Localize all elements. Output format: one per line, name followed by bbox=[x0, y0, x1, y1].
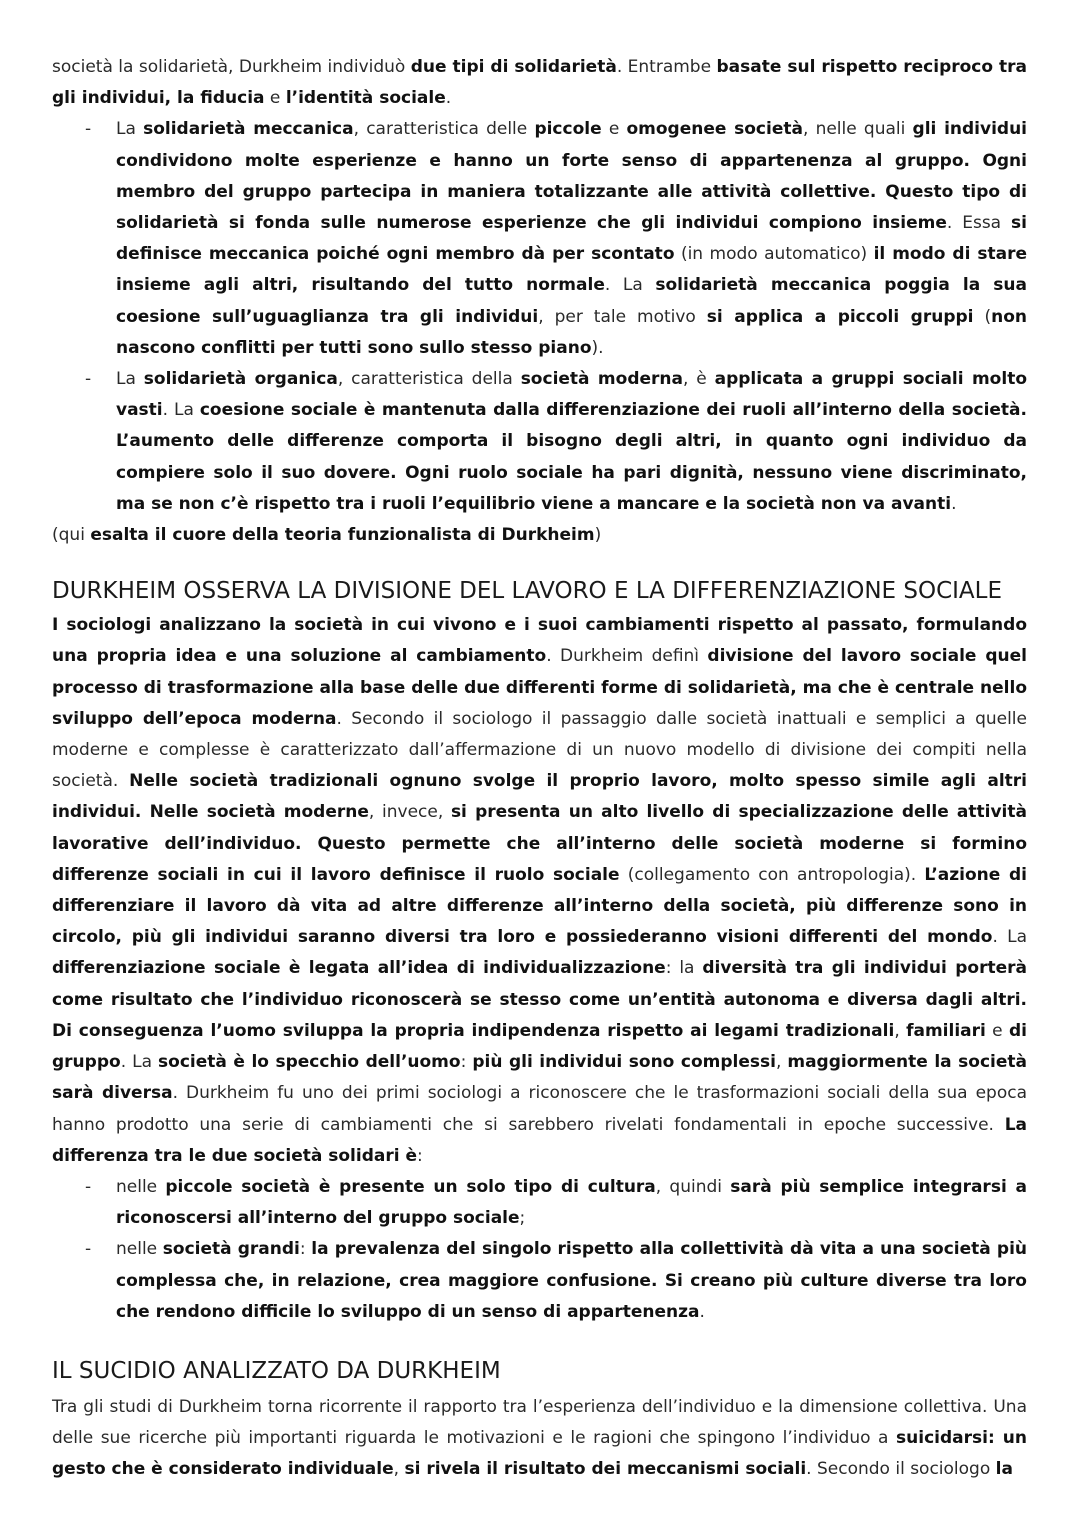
bold-run: si applica a piccoli gruppi bbox=[706, 306, 974, 327]
bold-run: la prevalenza del singolo rispetto alla collettività dà vita a una società più complessa che, in relazione, crea maggiore confusione. Si creano più culture diverse tra loro che rendono difficile lo sviluppo di un senso di appartenenza bbox=[116, 1239, 1027, 1322]
list-item bbox=[116, 364, 1027, 520]
text-run: ) bbox=[594, 525, 602, 546]
text-run: . Durkheim fu uno dei primi sociologi a riconoscere che le trasformazioni sociali della sua epoca hanno prodotto una serie di cambiamenti che si sarebbero rivelati fondamentali in epoche successive. bbox=[52, 1083, 1027, 1135]
text-run: (in modo automatico) bbox=[674, 244, 874, 265]
text-run: (collegamento con antropologia). bbox=[619, 864, 925, 885]
section-heading: DURKHEIM OSSERVA LA DIVISIONE DEL LAVORO E LA DIFFERENZIAZIONE SOCIALE bbox=[52, 578, 1002, 605]
section-heading: IL SUCIDIO ANALIZZATO DA DURKHEIM bbox=[52, 1357, 501, 1384]
text-run: , bbox=[775, 1052, 788, 1073]
text-run: , quindi bbox=[655, 1176, 731, 1197]
bold-run: omogenee società bbox=[626, 119, 803, 140]
bold-run: si rivela il risultato dei meccanismi sociali bbox=[404, 1459, 807, 1480]
text-run: , bbox=[393, 1459, 405, 1480]
difference-list bbox=[52, 1172, 1027, 1328]
text-run: e bbox=[985, 1020, 1009, 1041]
section-paragraph bbox=[52, 610, 1027, 1172]
bold-run: si definisce meccanica poiché ogni membro dà per scontato bbox=[116, 213, 1027, 265]
text-run: . Durkheim definì bbox=[546, 646, 708, 667]
section-paragraph bbox=[52, 1392, 1027, 1486]
text-run: ( bbox=[973, 306, 992, 327]
bold-run: familiari bbox=[906, 1020, 986, 1041]
bold-run: La differenza tra le due società solidari è bbox=[52, 1114, 1027, 1166]
text-run: . La bbox=[604, 275, 656, 296]
text-run: : bbox=[299, 1239, 312, 1260]
bold-run: sarà più semplice integrarsi a riconoscersi all’interno del gruppo sociale bbox=[116, 1176, 1027, 1229]
text-run: , è bbox=[682, 369, 715, 390]
text-run: , caratteristica delle bbox=[353, 119, 535, 140]
bold-run: società è lo specchio dell’uomo bbox=[158, 1052, 461, 1073]
text-run: . Secondo il sociologo il passaggio dalle società inattuali e semplici a quelle moderne e complesse è caratterizzato dall’affermazione di un nuovo modello di divisione dei compiti nella società. bbox=[52, 708, 1027, 792]
text-run: nelle bbox=[116, 1239, 163, 1260]
bold-run: piccole bbox=[534, 119, 602, 140]
text-run: , caratteristica della bbox=[337, 369, 521, 390]
text-run: . Secondo il sociologo bbox=[806, 1459, 996, 1480]
text-run: . Entrambe bbox=[616, 57, 717, 77]
text-run: (qui bbox=[52, 525, 91, 546]
list-item bbox=[116, 1234, 1027, 1328]
bold-run: differenziazione sociale è legata all’idea di individualizzazione bbox=[52, 958, 666, 979]
bold-run: coesione sociale è mantenuta dalla differenziazione dei ruoli all’interno della società. L’aumento delle differenze comporta il bisogno degli altri, in quanto ogni individuo da compiere solo il suo dovere. Ogni ruolo sociale ha pari dignità, nessuno viene discriminato, ma se non c’è rispetto tra i ruoli l’equilibrio viene a mancare e la società non va avanti bbox=[116, 400, 1027, 514]
text-run: , nelle quali bbox=[802, 119, 913, 140]
bold-run: l’identità sociale bbox=[285, 88, 446, 109]
bold-run: basate sul rispetto reciproco tra gli individui, la fiducia bbox=[52, 57, 1028, 109]
note-paragraph bbox=[52, 520, 1027, 551]
text-run: . bbox=[951, 493, 957, 514]
bold-run: più gli individui sono complessi bbox=[472, 1052, 776, 1073]
text-run: . La bbox=[120, 1052, 159, 1073]
bold-run: di gruppo bbox=[52, 1020, 1027, 1073]
text-run: : bbox=[417, 1145, 423, 1166]
text-run: La bbox=[116, 369, 144, 390]
bold-run: solidarietà meccanica poggia la sua coesione sull’uguaglianza tra gli individui bbox=[116, 275, 1027, 327]
text-run: ). bbox=[591, 337, 604, 358]
list-item bbox=[116, 114, 1027, 364]
text-run: : la bbox=[665, 958, 703, 979]
bold-run: suicidarsi: un gesto che è considerato individuale bbox=[52, 1428, 1027, 1480]
text-run: Tra gli studi di Durkheim torna ricorrente il rapporto tra l’esperienza dell’individuo e la dimensione collettiva. Una delle sue ricerche più importanti riguarda le motivazioni e le ragioni che spingono l’individuo a bbox=[52, 1396, 1027, 1449]
text-run: , invece, bbox=[368, 802, 451, 823]
text-run: e bbox=[601, 119, 627, 140]
bold-run: applicata a gruppi sociali molto vasti bbox=[116, 369, 1027, 421]
text-run: società la solidarietà, Durkheim individuò bbox=[52, 57, 411, 77]
text-run: . bbox=[699, 1301, 705, 1322]
text-run: . La bbox=[162, 400, 200, 421]
bold-run: diversità tra gli individui porterà come risultato che l’individuo riconoscerà se stesso come un’entità autonoma e diversa dagli altri. Di conseguenza l’uomo sviluppa la propria indipendenza rispetto ai legami tradizionali bbox=[52, 958, 1027, 1041]
bold-run: esalta il cuore della teoria funzionalista di Durkheim bbox=[90, 525, 595, 546]
text-run: , per tale motivo bbox=[538, 306, 707, 327]
text-run: nelle bbox=[116, 1176, 166, 1197]
list-item bbox=[116, 1172, 1027, 1234]
text-run: . bbox=[445, 88, 452, 109]
text-run: e bbox=[264, 88, 286, 109]
bold-run: maggiormente la società sarà diversa bbox=[52, 1052, 1027, 1104]
text-run: . Essa bbox=[946, 213, 1012, 234]
bold-run: Nelle società tradizionali ognuno svolge il proprio lavoro, molto spesso simile agli altri individui. Nelle società moderne bbox=[52, 771, 1027, 823]
bold-run: divisione del lavoro sociale quel processo di trasformazione alla base delle due differenti forme di solidarietà, ma che è centrale nello sviluppo dell’epoca moderna bbox=[52, 646, 1027, 729]
bold-run: si presenta un alto livello di specializzazione delle attività lavorative dell’individuo. Questo permette che all’interno delle società moderne si formino differenze sociali in cui il lavoro definisce il ruolo sociale bbox=[52, 802, 1027, 885]
bold-run: I sociologi analizzano la società in cui vivono e i suoi cambiamenti rispetto al passato, formulando una propria idea e una soluzione al cambiamento bbox=[52, 615, 1027, 667]
solidarity-list bbox=[52, 114, 1027, 520]
bold-run: solidarietà meccanica bbox=[143, 119, 354, 140]
bold-run: non nascono conflitti per tutti sono sullo stesso piano bbox=[116, 306, 1027, 358]
text-run: , bbox=[894, 1020, 907, 1041]
bold-run: società moderna bbox=[520, 369, 683, 390]
bold-run: società grandi bbox=[162, 1239, 300, 1260]
bold-run: la bbox=[995, 1459, 1013, 1480]
text-run: La bbox=[116, 119, 144, 140]
bold-run: il modo di stare insieme agli altri, risultando del tutto normale bbox=[116, 244, 1027, 296]
text-run: : bbox=[460, 1052, 473, 1073]
text-run: . La bbox=[992, 927, 1027, 948]
bold-run: L’azione di differenziare il lavoro dà vita ad altre differenze all’interno della società, più differenze sono in circolo, più gli individui saranno diversi tra loro e possiederanno visioni differenti del mondo bbox=[52, 864, 1027, 948]
bold-run: gli individui condividono molte esperienze e hanno un forte senso di appartenenza al gruppo. Ogni membro del gruppo partecipa in maniera totalizzante alle attività collettive. Questo tipo di solidarietà si fonda sulle numerose esperienze che gli individui compiono insieme bbox=[116, 119, 1027, 234]
intro-paragraph bbox=[52, 52, 1027, 114]
text-run: ; bbox=[519, 1208, 526, 1229]
bold-run: solidarietà organica bbox=[143, 369, 338, 390]
bold-run: due tipi di solidarietà bbox=[410, 57, 617, 77]
bold-run: piccole società è presente un solo tipo di cultura bbox=[165, 1176, 656, 1197]
